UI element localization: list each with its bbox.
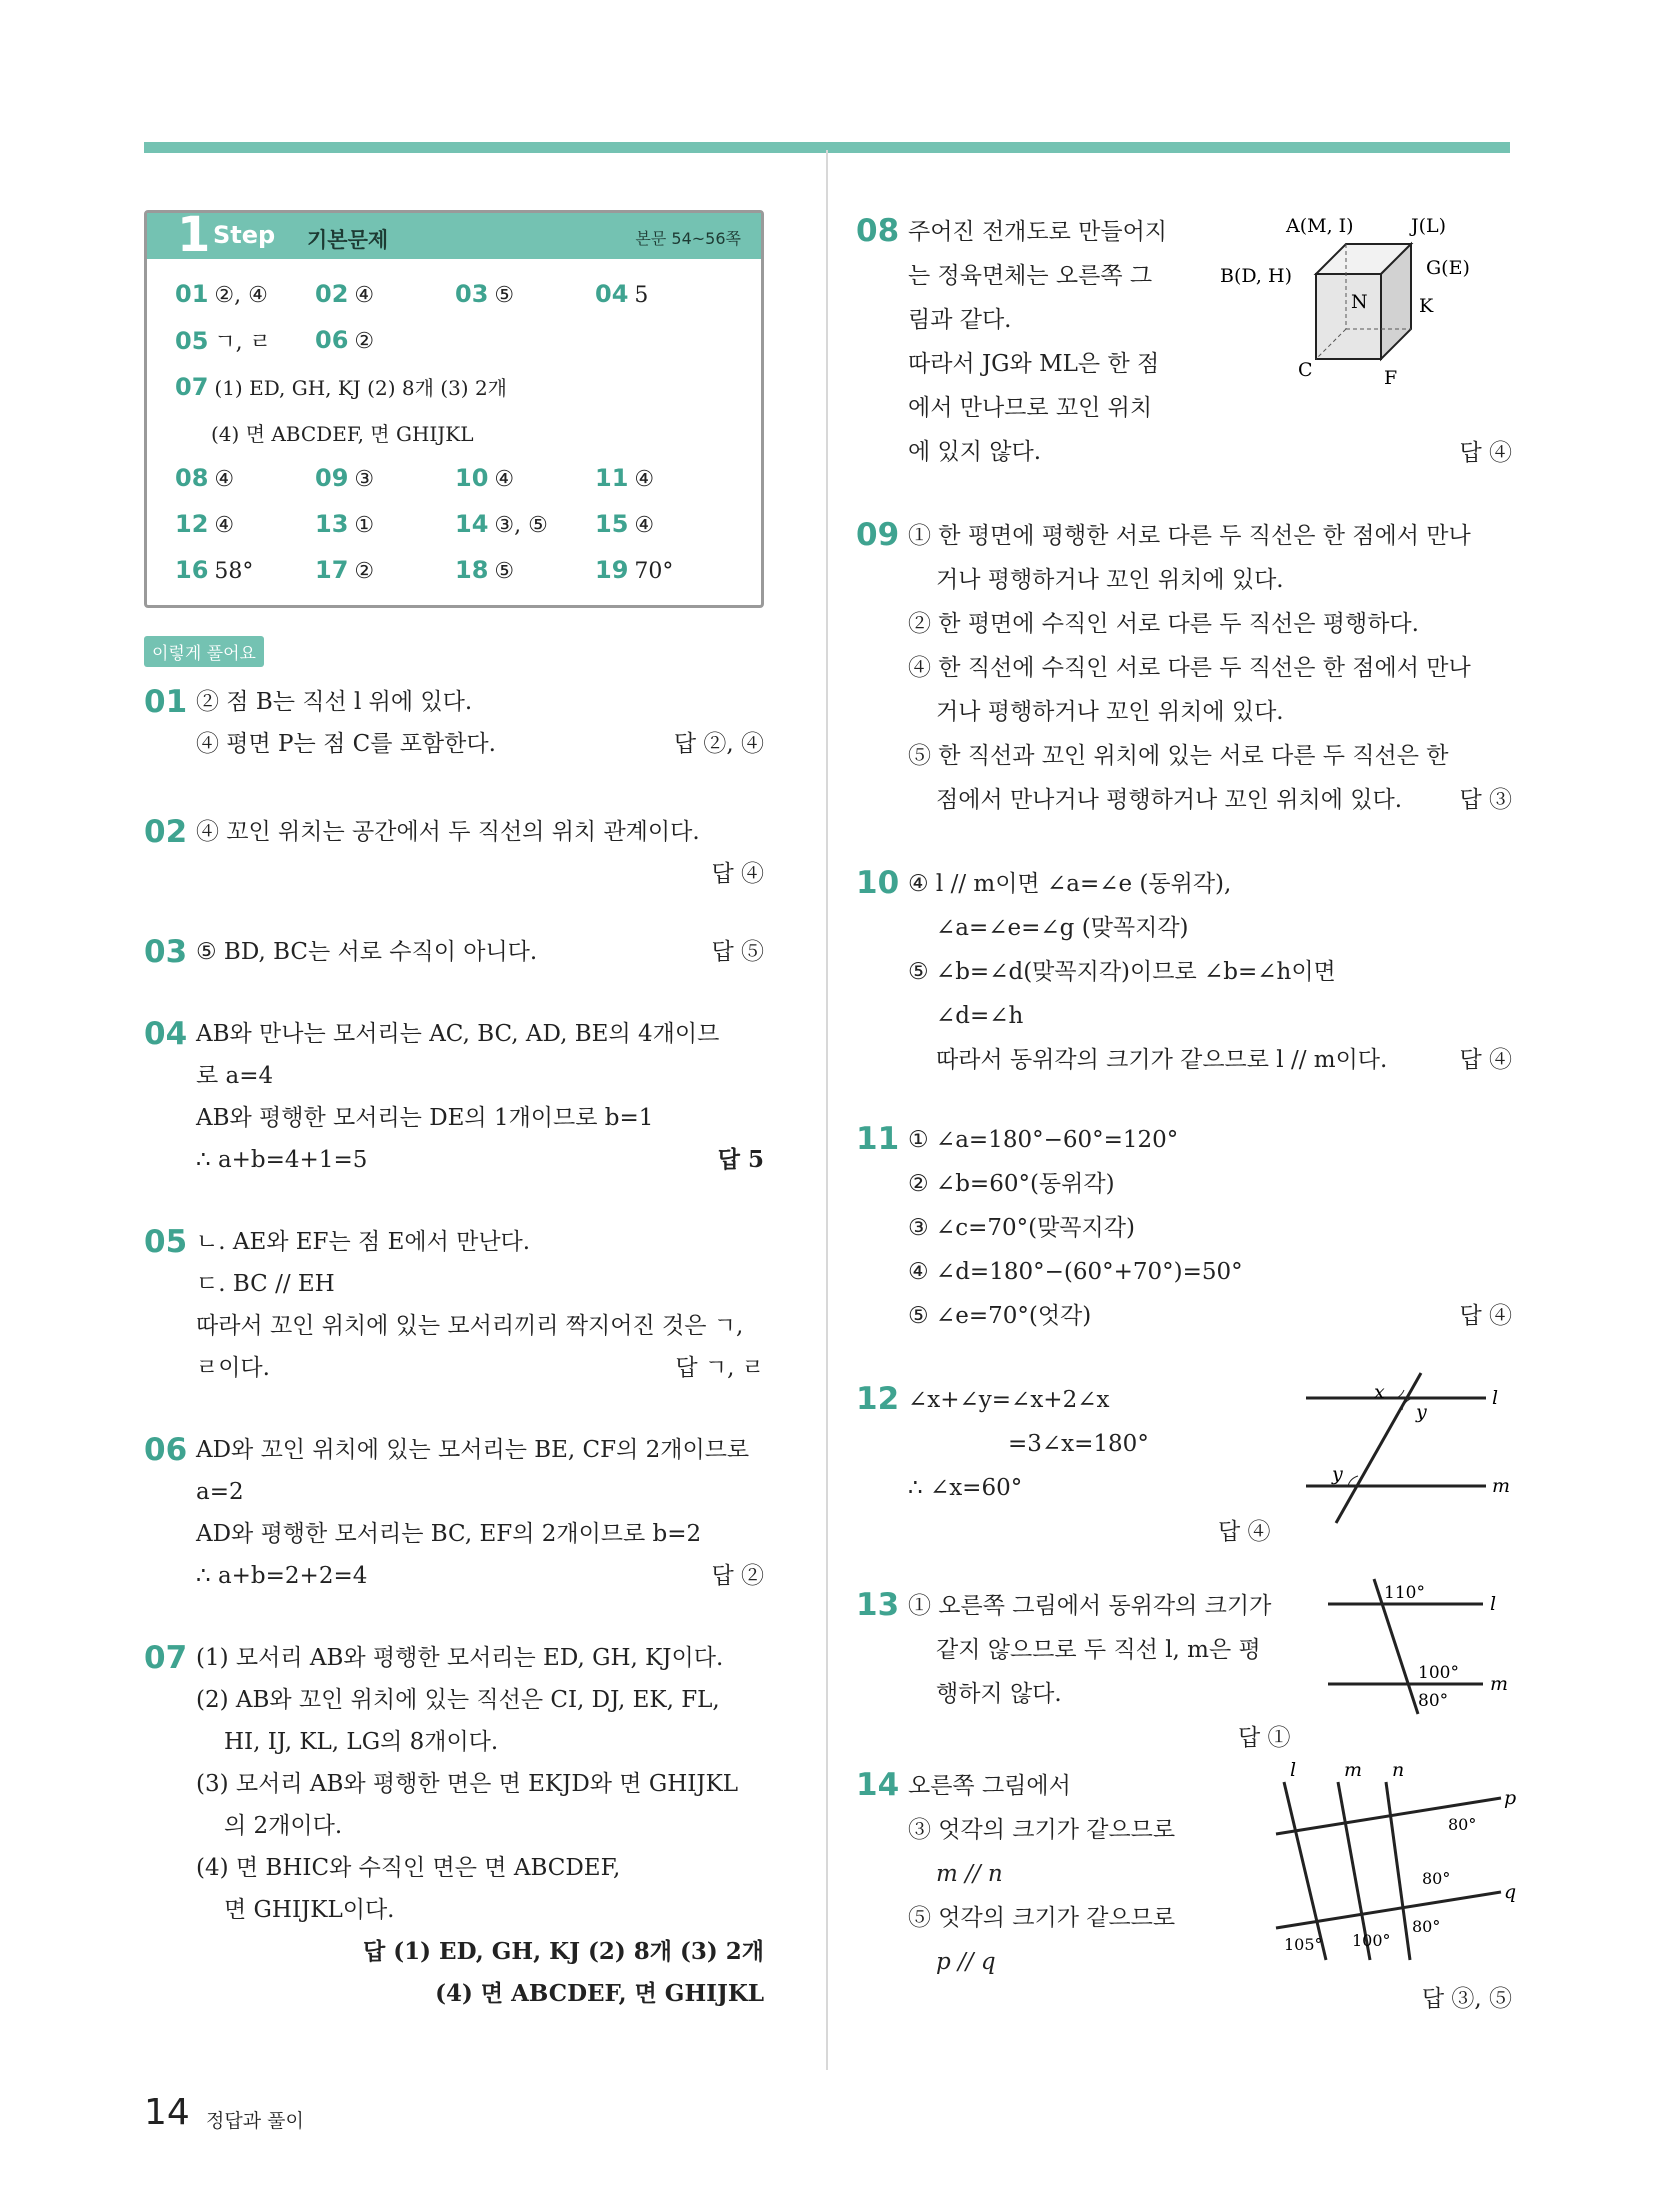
vertex-label: C — [1298, 359, 1313, 381]
solution-line: 면 GHIJKL이다. — [224, 1897, 395, 1923]
answer-row — [175, 455, 745, 501]
solution-line: ⑤ 한 직선과 꼬인 위치에 있는 서로 다른 두 직선은 한 — [908, 743, 1449, 769]
solution-line: ④ l // m이면 ∠a=∠e (동위각), — [908, 871, 1232, 897]
answer-mark: 답 ① — [1238, 1725, 1291, 1751]
page-reference: 본문 54~56쪽 — [635, 229, 741, 248]
angle-label: 100° — [1418, 1663, 1459, 1683]
answer-mark: 답 ④ — [1459, 1047, 1512, 1073]
answer-box — [144, 207, 764, 608]
solution-line: ㄴ. AE와 EF는 점 E에서 만난다. — [196, 1229, 531, 1255]
solution-line: AD와 평행한 모서리는 BC, EF의 2개이므로 b=2 — [196, 1521, 702, 1547]
answer-item: 08 ④ — [175, 464, 235, 492]
answer-item: 11 ④ — [595, 464, 655, 492]
problem-number: 09 — [856, 517, 900, 553]
solution-line: (2) AB와 꼬인 위치에 있는 직선은 CI, DJ, EK, FL, — [196, 1687, 720, 1713]
angle-label: 80° — [1412, 1917, 1441, 1936]
answer-mark: 답 5 — [717, 1146, 764, 1173]
problem-number: 08 — [856, 213, 900, 249]
solution-line: a=2 — [196, 1479, 244, 1505]
problem-13 — [856, 1583, 1512, 1751]
solution-line: 거나 평행하거나 꼬인 위치에 있다. — [936, 567, 1284, 593]
answer-mark: 답 (1) ED, GH, KJ (2) 8개 (3) 2개 — [363, 1938, 764, 1965]
line-label: q — [1504, 1881, 1516, 1903]
answer-item: 19 70° — [595, 556, 674, 584]
solution-line: (1) 모서리 AB와 평행한 모서리는 ED, GH, KJ이다. — [196, 1645, 724, 1671]
problem-07 — [144, 1637, 764, 2015]
solution-line: ④ 평면 P는 점 C를 포함한다. — [196, 731, 496, 757]
answer-mark: 답 ⑤ — [711, 939, 764, 965]
problem-09 — [856, 514, 1512, 822]
solution-line: m // n — [936, 1861, 1003, 1887]
solution-line: ③ ∠c=70°(맞꼭지각) — [908, 1215, 1135, 1241]
answer-item: 17 ② — [315, 556, 375, 584]
problem-01 — [144, 681, 764, 765]
answer-mark: 답 ㄱ, ㄹ — [675, 1355, 764, 1381]
answer-row — [175, 501, 745, 547]
angle-label: 110° — [1384, 1583, 1425, 1603]
problem-11 — [856, 1118, 1512, 1338]
solution-line: ③ 엇각의 크기가 같으므로 — [908, 1817, 1176, 1843]
answer-item: 01 ②, ④ — [175, 280, 268, 308]
problem-02 — [144, 811, 764, 895]
solution-tag: 이렇게 풀어요 — [144, 636, 264, 667]
problem-08 — [856, 210, 1512, 480]
solution-line: AD와 꼬인 위치에 있는 모서리는 BE, CF의 2개이므로 — [196, 1437, 750, 1463]
solution-line: ⑤ ∠e=70°(엇각) — [908, 1303, 1092, 1329]
problem-number: 07 — [144, 1640, 188, 1676]
angle-label: 105° — [1284, 1935, 1323, 1954]
solution-line: 주어진 전개도로 만들어지 — [908, 219, 1168, 245]
answer-mark: 답 ③, ⑤ — [1421, 1986, 1512, 2012]
problem-06 — [144, 1429, 764, 1597]
problem-number: 10 — [856, 865, 900, 901]
line-label: l — [1290, 1760, 1297, 1781]
solution-line: ④ ∠d=180°−(60°+70°)=50° — [908, 1259, 1243, 1285]
solution-line: AB와 만나는 모서리는 AC, BC, AD, BE의 4개이므 — [196, 1021, 720, 1047]
solution-line: 에 있지 않다. — [908, 439, 1042, 465]
angle-arc — [1402, 1398, 1414, 1410]
left-column — [144, 207, 764, 2015]
solution-line: ① 한 평면에 평행한 서로 다른 두 직선은 한 점에서 만나 — [908, 523, 1471, 549]
solution-line: ∴ a+b=4+1=5 — [196, 1147, 368, 1173]
solution-line: ④ 한 직선에 수직인 서로 다른 두 직선은 한 점에서 만나 — [908, 655, 1471, 681]
problem-03 — [144, 931, 764, 973]
vertex-label: F — [1384, 367, 1398, 389]
answer-item-continued: (4) 면 ABCDEF, 면 GHIJKL — [211, 421, 474, 446]
problem-number: 06 — [144, 1432, 188, 1468]
answer-mark: 답 ④ — [711, 861, 764, 887]
answer-item: 03 ⑤ — [455, 280, 515, 308]
answer-mark: 답 ③ — [1459, 787, 1512, 813]
section-title: 기본문제 — [307, 228, 389, 252]
problem-number: 11 — [856, 1121, 900, 1157]
problem-number: 04 — [144, 1016, 188, 1052]
line-label: l — [1490, 1593, 1497, 1615]
solution-line: 행하지 않다. — [936, 1681, 1062, 1707]
solution-line: 같지 않으므로 두 직선 l, m은 평 — [936, 1637, 1261, 1663]
problem-number: 01 — [144, 684, 188, 720]
parallel-lines-diagram-14 — [1266, 1760, 1516, 1970]
solution-line: 로 a=4 — [196, 1063, 274, 1089]
problem-number: 14 — [856, 1767, 900, 1803]
angle-label: y — [1332, 1463, 1343, 1485]
line-l — [1284, 1782, 1326, 1960]
solution-line: ㄷ. BC // EH — [196, 1271, 335, 1297]
angle-label: 100° — [1352, 1931, 1391, 1950]
vertex-label: N — [1351, 291, 1368, 313]
solution-line: ∴ a+b=2+2=4 — [196, 1563, 368, 1589]
problem-10 — [856, 862, 1512, 1082]
solution-line: 따라서 동위각의 크기가 같으므로 l // m이다. — [936, 1047, 1388, 1073]
angle-label: 80° — [1448, 1815, 1477, 1834]
solution-line: ∠d=∠h — [936, 1003, 1024, 1029]
problem-14 — [856, 1760, 1516, 2012]
answer-mark: 답 ②, ④ — [673, 731, 764, 757]
solution-line: 오른쪽 그림에서 — [908, 1773, 1071, 1799]
angle-label: 80° — [1422, 1869, 1451, 1888]
solution-line: (3) 모서리 AB와 평행한 면은 면 EKJD와 면 GHIJKL — [196, 1771, 739, 1797]
answer-item: 02 ④ — [315, 280, 375, 308]
solution-line: 따라서 JG와 ML은 한 점 — [908, 351, 1160, 377]
problem-number: 03 — [144, 934, 188, 970]
problem-05 — [144, 1221, 764, 1389]
solution-line: 는 정육면체는 오른쪽 그 — [908, 263, 1153, 289]
solution-line: ① 오른쪽 그림에서 동위각의 크기가 — [908, 1593, 1272, 1619]
solution-line: 에서 만나므로 꼬인 위치 — [908, 395, 1153, 421]
answer-mark: (4) 면 ABCDEF, 면 GHIJKL — [435, 1980, 764, 2007]
solution-line: ∠a=∠e=∠g (맞꼭지각) — [936, 915, 1189, 941]
solution-line: ② 한 평면에 수직인 서로 다른 두 직선은 평행하다. — [908, 611, 1419, 637]
vertex-label: A(M, I) — [1286, 215, 1354, 237]
solution-line: ⑤ 엇각의 크기가 같으므로 — [908, 1905, 1176, 1931]
answer-item: 10 ④ — [455, 464, 515, 492]
answer-row — [175, 317, 745, 363]
vertex-label: J(L) — [1411, 215, 1447, 237]
answer-item: 15 ④ — [595, 510, 655, 538]
line-label: m — [1344, 1760, 1363, 1781]
answer-item: 14 ③, ⑤ — [455, 510, 548, 538]
answer-item: 05 ㄱ, ㄹ — [175, 326, 271, 355]
answer-row — [175, 409, 745, 455]
solution-line: (4) 면 BHIC와 수직인 면은 면 ABCDEF, — [196, 1855, 621, 1881]
solution-line: ① ∠a=180°−60°=120° — [908, 1127, 1179, 1153]
step-number: 1 — [177, 207, 211, 263]
problem-12 — [856, 1378, 1512, 1548]
solution-line: ⑤ BD, BC는 서로 수직이 아니다. — [196, 939, 538, 965]
answer-row — [175, 547, 745, 593]
solution-line: ㄹ이다. — [196, 1355, 270, 1381]
answer-item: 16 58° — [175, 556, 254, 584]
column-divider — [826, 150, 828, 2070]
solution-line: ⑤ ∠b=∠d(맞꼭지각)이므로 ∠b=∠h이면 — [908, 959, 1336, 985]
line-label: l — [1492, 1387, 1499, 1409]
answer-mark: 답 ④ — [1459, 440, 1512, 466]
parallel-lines-diagram-13 — [1318, 1574, 1518, 1724]
problem-number: 02 — [144, 814, 188, 850]
solution-line: ④ 꼬인 위치는 공간에서 두 직선의 위치 관계이다. — [196, 819, 700, 845]
answer-mark: 답 ④ — [1459, 1303, 1512, 1329]
solution-line: 의 2개이다. — [224, 1813, 343, 1839]
answer-item: 12 ④ — [175, 510, 235, 538]
answer-mark: 답 ④ — [1218, 1519, 1271, 1545]
angle-label: 80° — [1418, 1691, 1449, 1711]
answer-list — [147, 259, 761, 605]
solution-line: ② ∠b=60°(동위각) — [908, 1171, 1115, 1197]
vertex-label: G(E) — [1426, 257, 1470, 279]
answer-item: 13 ① — [315, 510, 375, 538]
solution-line: HI, IJ, KL, LG의 8개이다. — [224, 1729, 499, 1755]
parallel-lines-diagram-12 — [1296, 1368, 1516, 1538]
angle-label: y — [1416, 1401, 1427, 1423]
answer-item: 04 5 — [595, 280, 649, 308]
solution-line: AB와 평행한 모서리는 DE의 1개이므로 b=1 — [196, 1105, 654, 1131]
answer-item: 07 (1) ED, GH, KJ (2) 8개 (3) 2개 — [175, 372, 508, 401]
solution-line: ∴ ∠x=60° — [908, 1475, 1023, 1501]
cube-front-face — [1316, 274, 1381, 359]
answer-mark: 답 ② — [711, 1563, 764, 1589]
answer-item: 06 ② — [315, 326, 375, 354]
solution-line: 거나 평행하거나 꼬인 위치에 있다. — [936, 699, 1284, 725]
answer-item: 18 ⑤ — [455, 556, 515, 584]
footer-title: 정답과 풀이 — [206, 2110, 304, 2132]
line-label: n — [1392, 1760, 1405, 1781]
answer-row — [175, 363, 745, 409]
cube-diagram — [1216, 204, 1516, 404]
answer-item: 09 ③ — [315, 464, 375, 492]
answer-row — [175, 271, 745, 317]
page-number: 14 — [144, 2092, 190, 2133]
vertex-label: B(D, H) — [1220, 265, 1292, 287]
problem-number: 05 — [144, 1224, 188, 1260]
angle-label: x — [1374, 1381, 1385, 1403]
solution-line: p // q — [936, 1949, 996, 1975]
line-label: p — [1504, 1787, 1516, 1809]
solution-line: 점에서 만나거나 평행하거나 꼬인 위치에 있다. — [936, 787, 1403, 813]
problem-number: 12 — [856, 1381, 900, 1417]
line-label: m — [1492, 1475, 1511, 1497]
problem-number: 13 — [856, 1587, 900, 1623]
solution-line: ② 점 B는 직선 l 위에 있다. — [196, 689, 473, 715]
line-label: m — [1490, 1673, 1509, 1695]
solution-line: =3∠x=180° — [1008, 1431, 1149, 1457]
solution-line: 따라서 꼬인 위치에 있는 모서리끼리 짝지어진 것은 ㄱ, — [196, 1313, 744, 1339]
problem-04 — [144, 1013, 764, 1181]
solution-line: ∠x+∠y=∠x+2∠x — [908, 1387, 1110, 1413]
vertex-label: K — [1419, 295, 1434, 317]
answer-box-header — [147, 207, 761, 263]
solution-line: 림과 같다. — [908, 307, 1012, 333]
step-label: Step — [213, 221, 276, 249]
right-column — [856, 210, 1516, 2012]
